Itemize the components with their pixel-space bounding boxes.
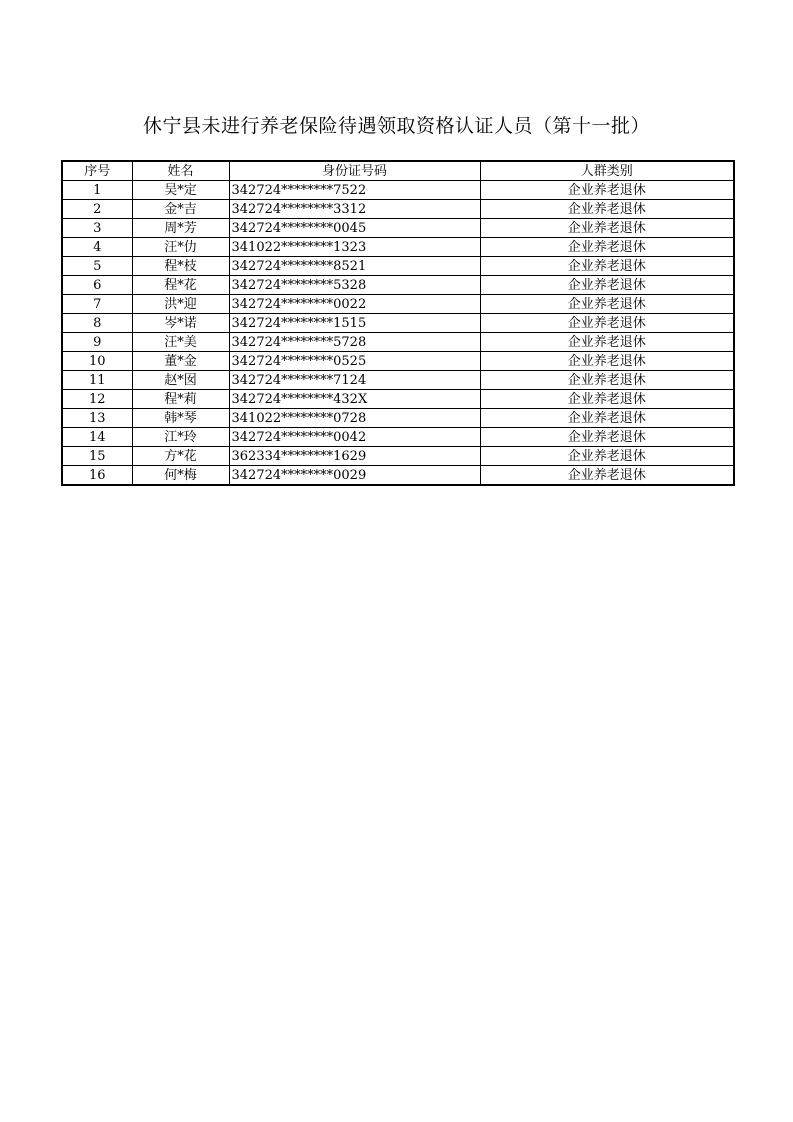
cell-id-number: 342724********0022 bbox=[229, 295, 480, 314]
cell-category: 企业养老退休 bbox=[480, 428, 734, 447]
header-category: 人群类别 bbox=[480, 161, 734, 181]
cell-name: 方*花 bbox=[132, 447, 229, 466]
cell-serial-no: 2 bbox=[62, 200, 132, 219]
cell-category: 企业养老退休 bbox=[480, 390, 734, 409]
table-body bbox=[62, 181, 734, 486]
table-row bbox=[62, 238, 734, 257]
cell-id-number: 342724********1515 bbox=[229, 314, 480, 333]
cell-serial-no: 8 bbox=[62, 314, 132, 333]
cell-id-number: 342724********5328 bbox=[229, 276, 480, 295]
cell-serial-no: 16 bbox=[62, 466, 132, 486]
cell-name: 程*花 bbox=[132, 276, 229, 295]
table-row bbox=[62, 466, 734, 486]
cell-category: 企业养老退休 bbox=[480, 409, 734, 428]
cell-id-number: 341022********0728 bbox=[229, 409, 480, 428]
table-row bbox=[62, 352, 734, 371]
cell-name: 吴*定 bbox=[132, 181, 229, 200]
cell-name: 董*金 bbox=[132, 352, 229, 371]
cell-name: 程*枝 bbox=[132, 257, 229, 276]
cell-category: 企业养老退休 bbox=[480, 466, 734, 486]
cell-serial-no: 3 bbox=[62, 219, 132, 238]
cell-name: 韩*琴 bbox=[132, 409, 229, 428]
table-row bbox=[62, 219, 734, 238]
cell-name: 洪*迎 bbox=[132, 295, 229, 314]
cell-name: 何*梅 bbox=[132, 466, 229, 486]
table-row bbox=[62, 276, 734, 295]
cell-serial-no: 11 bbox=[62, 371, 132, 390]
cell-name: 汪*仂 bbox=[132, 238, 229, 257]
cell-name: 周*芳 bbox=[132, 219, 229, 238]
cell-category: 企业养老退休 bbox=[480, 257, 734, 276]
cell-category: 企业养老退休 bbox=[480, 181, 734, 200]
cell-id-number: 341022********1323 bbox=[229, 238, 480, 257]
cell-category: 企业养老退休 bbox=[480, 314, 734, 333]
table-header bbox=[62, 161, 734, 181]
cell-serial-no: 12 bbox=[62, 390, 132, 409]
cell-id-number: 342724********3312 bbox=[229, 200, 480, 219]
cell-serial-no: 14 bbox=[62, 428, 132, 447]
cell-id-number: 342724********0045 bbox=[229, 219, 480, 238]
cell-id-number: 342724********0029 bbox=[229, 466, 480, 486]
cell-category: 企业养老退休 bbox=[480, 276, 734, 295]
cell-name: 赵*囡 bbox=[132, 371, 229, 390]
cell-serial-no: 6 bbox=[62, 276, 132, 295]
cell-id-number: 342724********0042 bbox=[229, 428, 480, 447]
cell-id-number: 342724********7124 bbox=[229, 371, 480, 390]
cell-category: 企业养老退休 bbox=[480, 447, 734, 466]
table-row bbox=[62, 295, 734, 314]
cell-category: 企业养老退休 bbox=[480, 333, 734, 352]
cell-category: 企业养老退休 bbox=[480, 200, 734, 219]
table-row bbox=[62, 371, 734, 390]
table-row bbox=[62, 333, 734, 352]
cell-category: 企业养老退休 bbox=[480, 238, 734, 257]
table-row bbox=[62, 200, 734, 219]
cell-id-number: 342724********8521 bbox=[229, 257, 480, 276]
cell-category: 企业养老退休 bbox=[480, 371, 734, 390]
cell-id-number: 342724********5728 bbox=[229, 333, 480, 352]
cell-name: 岑*诺 bbox=[132, 314, 229, 333]
cell-serial-no: 9 bbox=[62, 333, 132, 352]
cell-serial-no: 13 bbox=[62, 409, 132, 428]
cell-category: 企业养老退休 bbox=[480, 219, 734, 238]
cell-category: 企业养老退休 bbox=[480, 352, 734, 371]
header-name: 姓名 bbox=[132, 161, 229, 181]
cell-serial-no: 5 bbox=[62, 257, 132, 276]
cell-category: 企业养老退休 bbox=[480, 295, 734, 314]
cell-serial-no: 7 bbox=[62, 295, 132, 314]
header-id-number: 身份证号码 bbox=[229, 161, 480, 181]
table-row bbox=[62, 409, 734, 428]
cell-name: 程*莉 bbox=[132, 390, 229, 409]
header-row bbox=[62, 161, 734, 181]
table-row bbox=[62, 314, 734, 333]
table-row bbox=[62, 428, 734, 447]
cell-name: 汪*美 bbox=[132, 333, 229, 352]
page-title: 休宁县未进行养老保险待遇领取资格认证人员（第十一批） bbox=[142, 115, 650, 137]
cell-id-number: 342724********7522 bbox=[229, 181, 480, 200]
cell-serial-no: 4 bbox=[62, 238, 132, 257]
table-row bbox=[62, 181, 734, 200]
cell-name: 金*吉 bbox=[132, 200, 229, 219]
table-row bbox=[62, 390, 734, 409]
cell-id-number: 342724********0525 bbox=[229, 352, 480, 371]
cell-id-number: 362334********1629 bbox=[229, 447, 480, 466]
cell-serial-no: 1 bbox=[62, 181, 132, 200]
cell-id-number: 342724********432X bbox=[229, 390, 480, 409]
cell-name: 江*玲 bbox=[132, 428, 229, 447]
cell-serial-no: 10 bbox=[62, 352, 132, 371]
table-row bbox=[62, 447, 734, 466]
roster-table bbox=[61, 160, 735, 486]
header-serial-no: 序号 bbox=[62, 161, 132, 181]
cell-serial-no: 15 bbox=[62, 447, 132, 466]
table-row bbox=[62, 257, 734, 276]
